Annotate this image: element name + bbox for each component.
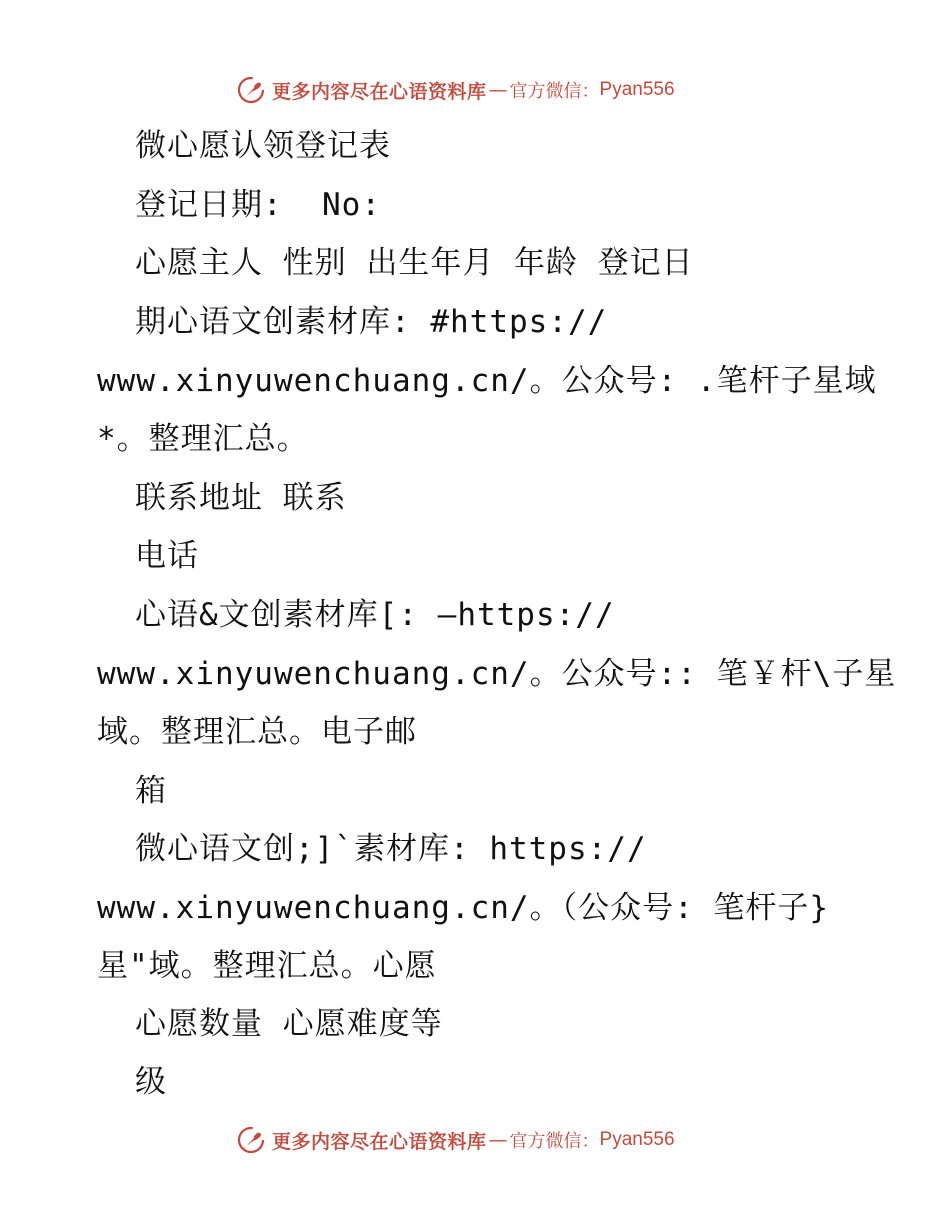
doc-line: www.xinyuwenchuang.cn/。公众号: .笔杆子星域 [97,363,877,399]
doc-line: 心语&文创素材库[: —https:// [135,597,615,633]
doc-line: 箱 [135,773,167,809]
doc-line: www.xinyuwenchuang.cn/。（公众号: 笔杆子} [97,890,830,926]
doc-line: *。整理汇总。 [97,421,309,457]
header-watermark [236,73,675,107]
watermark-dash: — [488,1129,508,1151]
watermark-lead-text: 更多内容尽在心语资料库 [272,1130,487,1153]
doc-line: 心愿主人 性别 出生年月 年龄 登记日 [135,245,694,281]
doc-line: 心愿数量 心愿难度等 [135,1006,443,1042]
watermark-lead-text: 更多内容尽在心语资料库 [272,80,487,103]
doc-line: 电话 [135,538,199,574]
doc-line: www.xinyuwenchuang.cn/。公众号:: 笔￥杆\子星 [97,656,897,692]
footer-watermark [236,1123,675,1157]
watermark-wechat-id: Pyan556 [599,1129,675,1150]
doc-line: 期心语文创素材库: #https:// [135,304,608,340]
form-title: 微心愿认领登记表 [135,128,391,164]
watermark-tail-text: 官方微信： [509,1131,600,1152]
quill-pen-logo-icon [236,1125,266,1155]
doc-line: 登记日期: No: [135,187,381,223]
doc-line: 域。整理汇总。电子邮 [97,714,417,750]
watermark-dash: — [488,79,508,101]
doc-line: 联系地址 联系 [135,480,347,516]
watermark-wechat-id: Pyan556 [599,79,675,100]
watermark-tail-text: 官方微信： [509,81,600,102]
doc-line: 级 [135,1064,167,1100]
doc-line: 微心语文创;]`素材库: https:// [135,831,647,867]
doc-line: 星"域。整理汇总。心愿 [97,948,437,984]
quill-pen-logo-icon [236,75,266,105]
